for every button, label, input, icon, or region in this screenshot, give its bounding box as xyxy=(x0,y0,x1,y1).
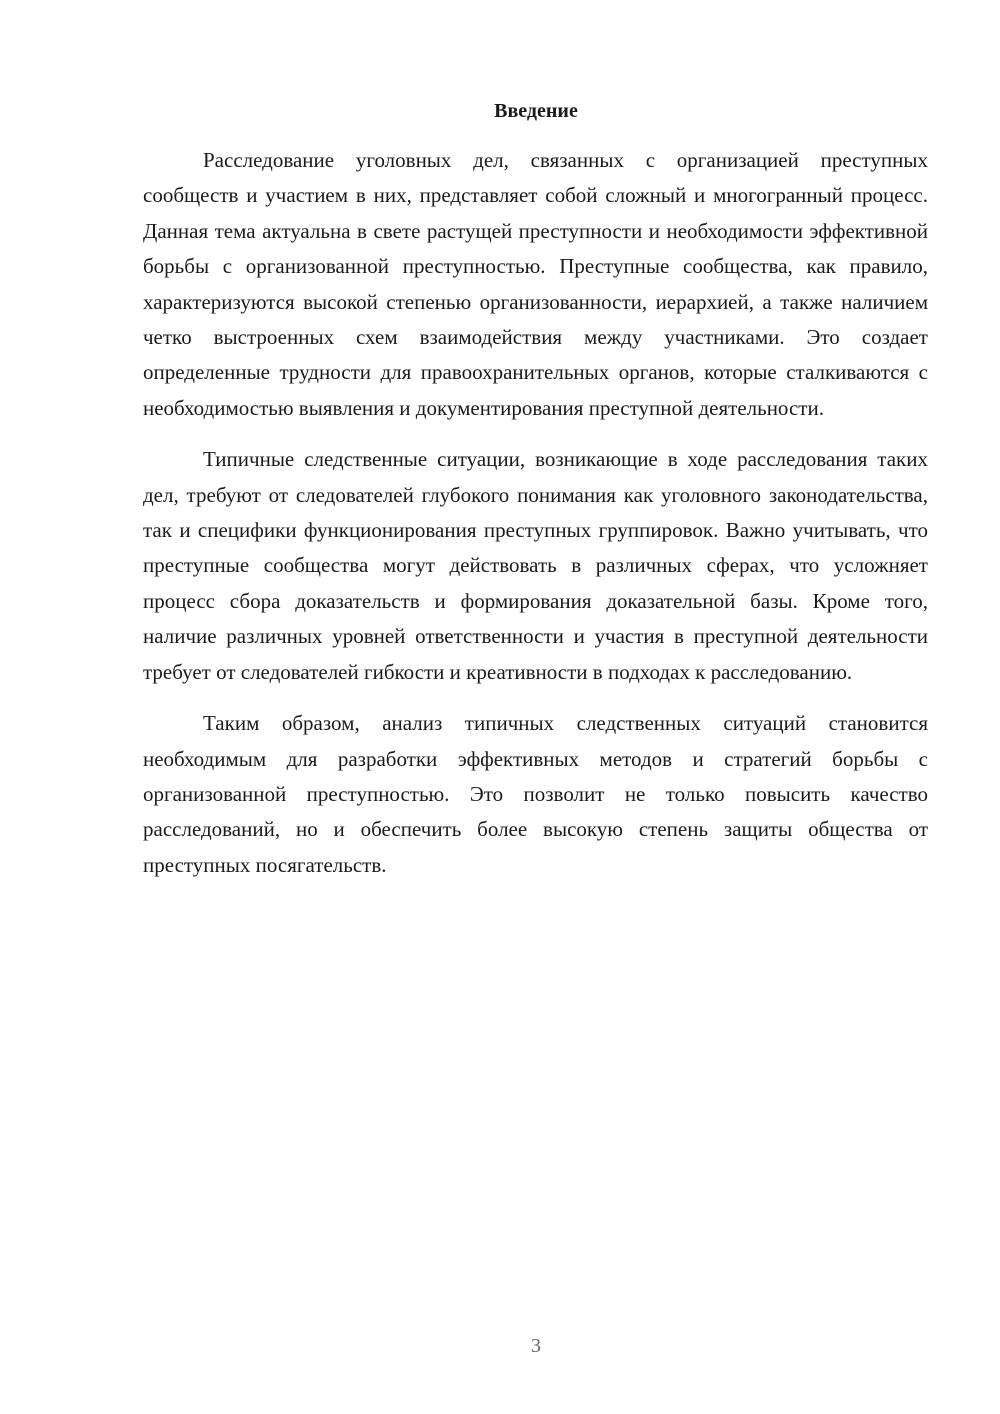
section-heading: Введение xyxy=(494,100,578,122)
body-text xyxy=(143,143,928,883)
paragraph: Расследование уголовных дел, связанных с организацией преступных сообществ и участием в них, представляет собой сложный и многогранный процесс. Данная тема актуальна в свете растущей преступности и необходимости эффективной борьбы с организованной преступностью. Преступные сообщества, как правило, характеризуются высокой степенью организованности, иерархией, а также наличием четко выстроенных схем взаимодействия между участниками. Это создает определенные трудности для правоохранительных органов, которые сталкиваются с необходимостью выявления и документирования преступной деятельности. xyxy=(143,148,928,420)
paragraph: Таким образом, анализ типичных следственных ситуаций становится необходимым для разработки эффективных методов и стратегий борьбы с организованной преступностью. Это позволит не только повысить качество расследований, но и обеспечить более высокую степень защиты общества от преступных посягательств. xyxy=(143,711,928,877)
paragraph: Типичные следственные ситуации, возникающие в ходе расследования таких дел, требуют от следователей глубокого понимания как уголовного законодательства, так и специфики функционирования преступных группировок. Важно учитывать, что преступные сообщества могут действовать в различных сферах, что усложняет процесс сбора доказательств и формирования доказательной базы. Кроме того, наличие различных уровней ответственности и участия в преступной деятельности требует от следователей гибкости и креативности в подходах к расследованию. xyxy=(143,447,928,684)
page-number: 3 xyxy=(531,1335,541,1357)
